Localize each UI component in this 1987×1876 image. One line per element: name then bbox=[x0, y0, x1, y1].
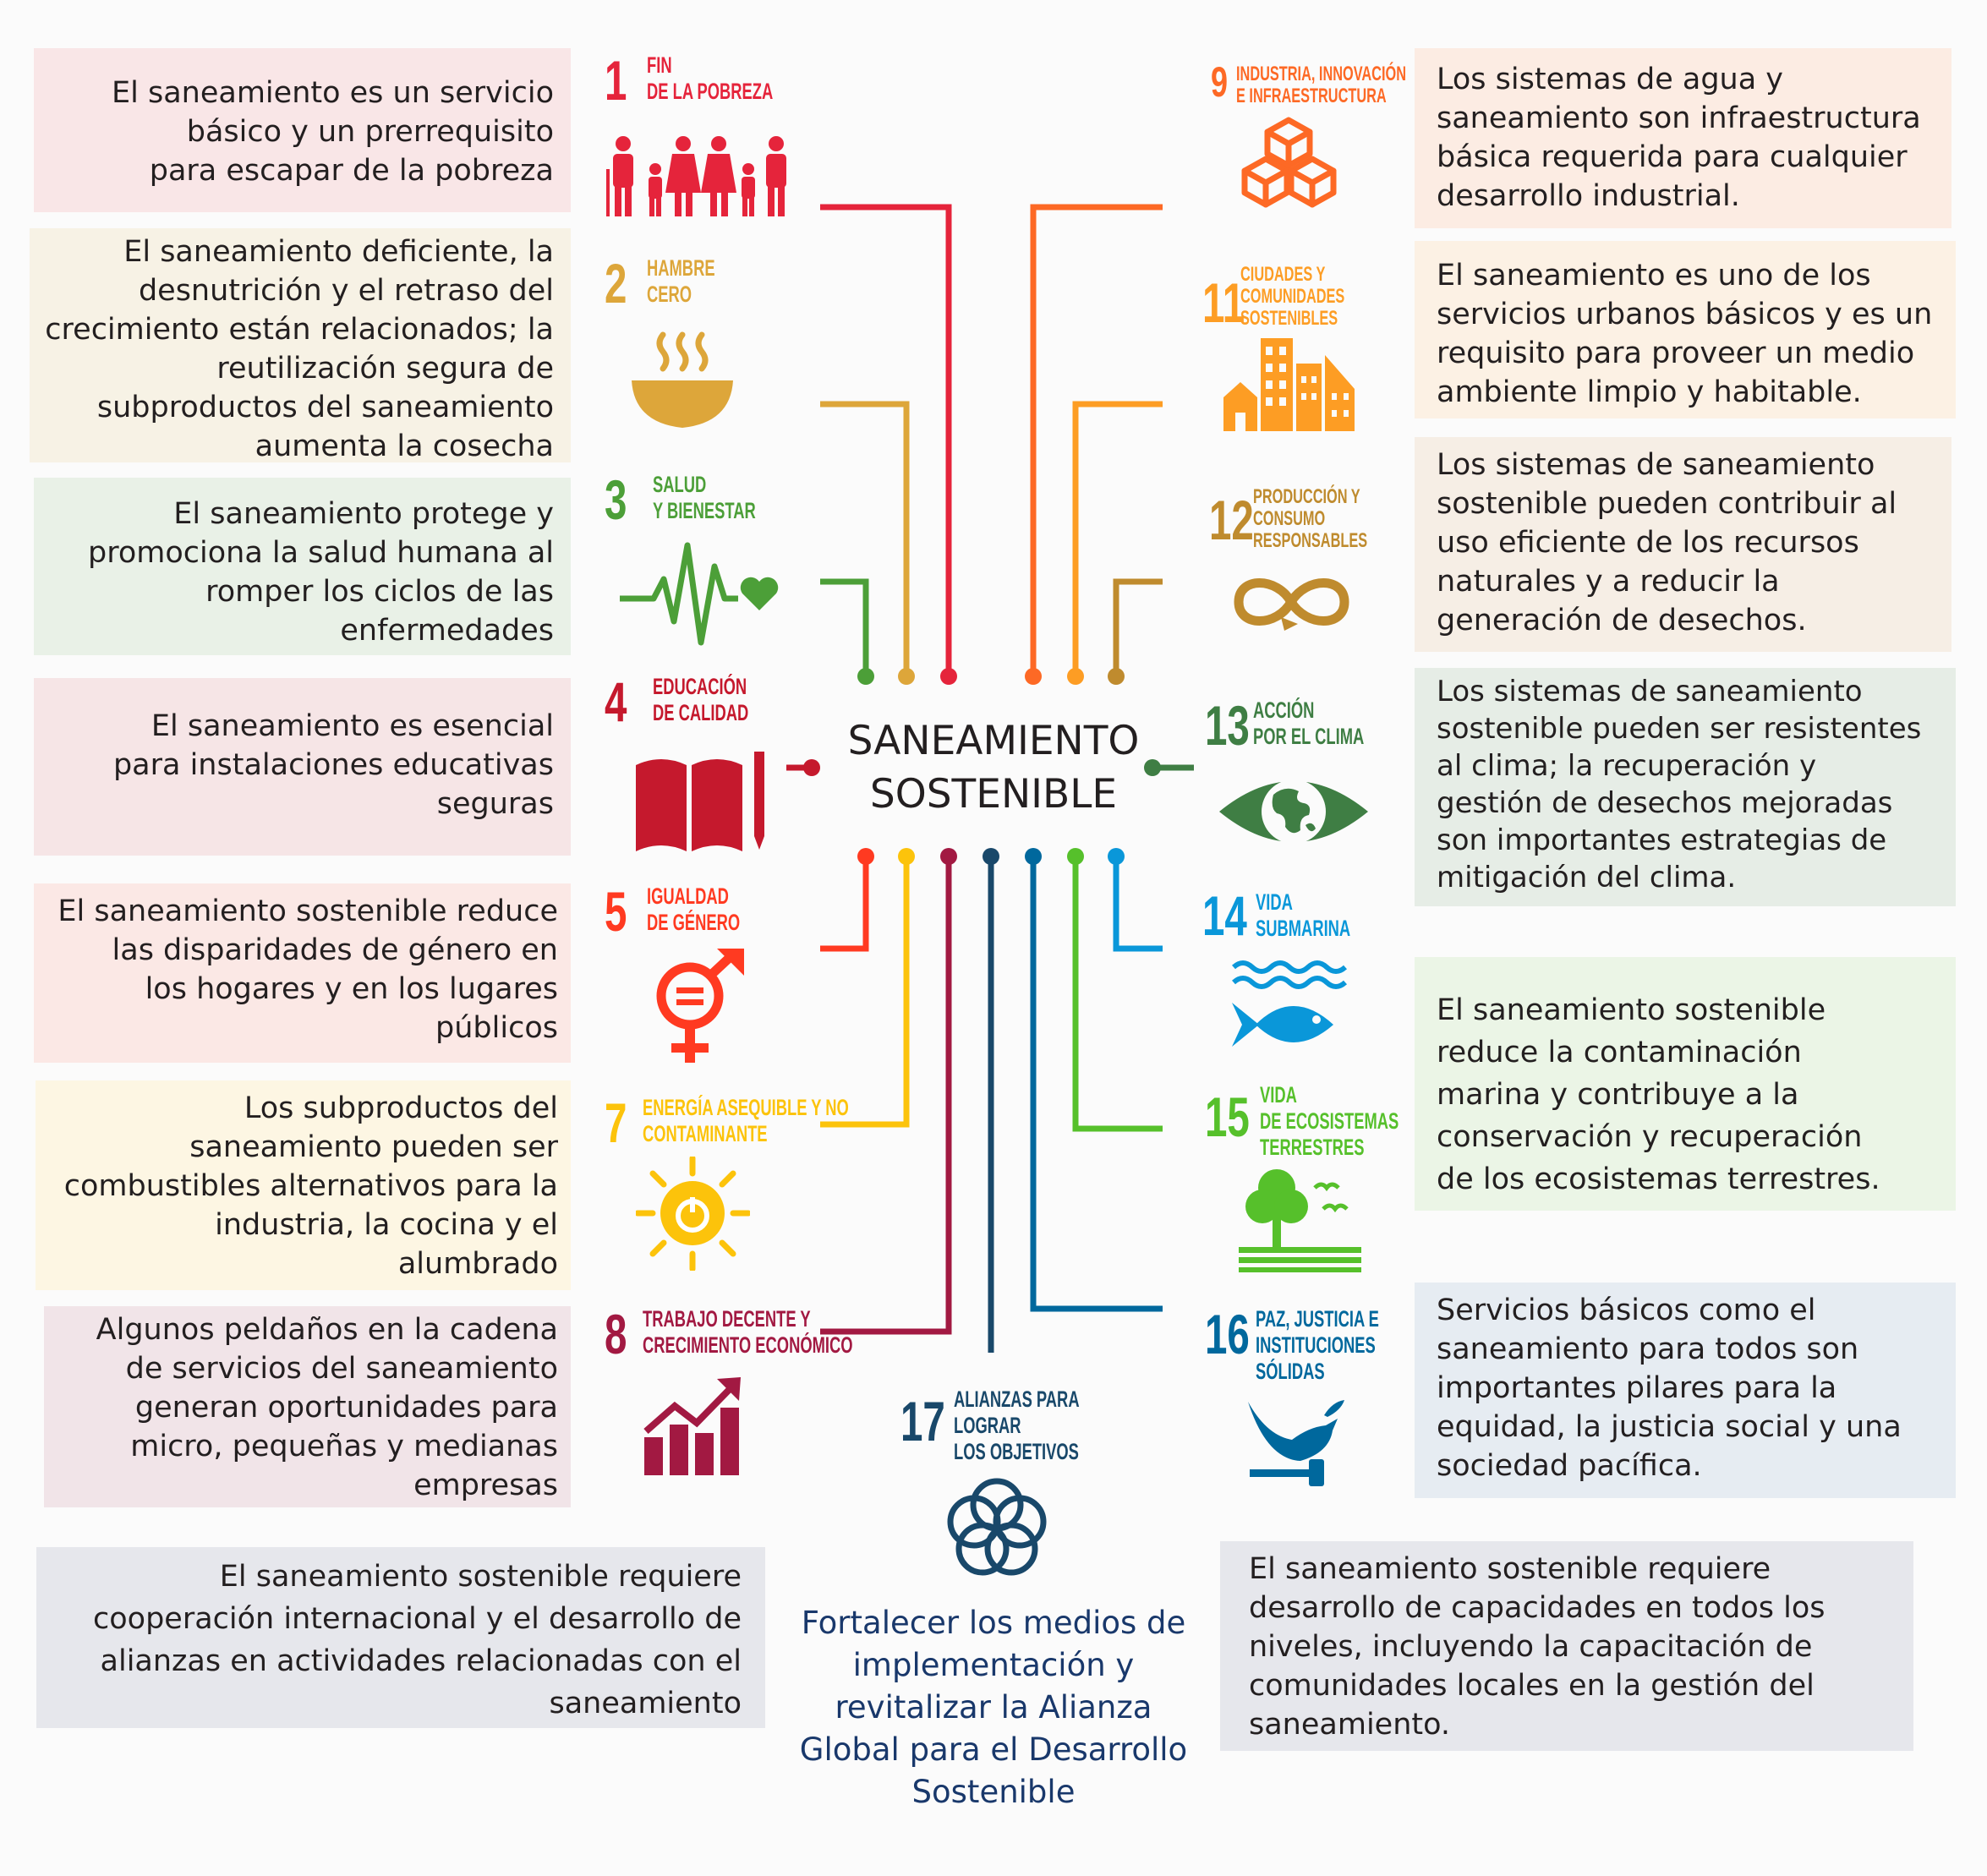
goal-13-description: Los sistemas de saneamiento sostenible pueden ser resistentes al clima; la recuperación y gestión de desechos mejoradas son importantes estrategias de mitigación del clima. bbox=[1415, 668, 1956, 906]
goal-7-number: 7 bbox=[605, 1091, 627, 1154]
goal-3-number: 3 bbox=[605, 468, 627, 531]
goal-8-description: Algunos peldaños en la cadena de servicios del saneamiento generan oportunidades para micro, pequeñas y medianas empresas bbox=[44, 1306, 571, 1507]
goal-1-label: FIN DE LA POBREZA bbox=[647, 52, 774, 104]
city-buildings-icon bbox=[1223, 338, 1355, 431]
goal-1-number: 1 bbox=[605, 49, 627, 112]
fish-waves-icon bbox=[1232, 955, 1350, 1057]
goal-9-description: Los sistemas de agua y saneamiento son infraestructura básica requerida para cualquier desarrollo industrial. bbox=[1415, 48, 1951, 228]
goal-11-number: 11 bbox=[1202, 271, 1245, 334]
goal-2-description: El saneamiento deficiente, la desnutrición y el retraso del crecimiento están relacionados; la reutilización segura de subproductos del saneamiento aumenta la cosecha bbox=[30, 228, 571, 462]
goal-7-description: Los subproductos del saneamiento pueden ser combustibles alternativos para la industria, la cocina y el alumbrado bbox=[36, 1080, 571, 1290]
dove-gavel-icon bbox=[1241, 1393, 1355, 1486]
goal-12-description: Los sistemas de saneamiento sostenible pueden contribuir al uso eficiente de los recursos naturales y a reducir la generación de desechos. bbox=[1415, 437, 1951, 652]
growth-chart-icon bbox=[643, 1374, 744, 1475]
goal-14-number: 14 bbox=[1202, 884, 1247, 947]
bottom-left-description: El saneamiento sostenible requiere cooperación internacional y el desarrollo de alianzas en actividades relacionadas con el saneamiento bbox=[36, 1547, 765, 1728]
goal-2-label: HAMBRE CERO bbox=[647, 255, 715, 307]
goal-15-label: VIDA DE ECOSISTEMAS TERRESTRES bbox=[1260, 1082, 1399, 1160]
goal-14-label: VIDA SUBMARINA bbox=[1256, 889, 1351, 941]
goal-3-label: SALUD Y BIENESTAR bbox=[653, 472, 756, 523]
goal-12-number: 12 bbox=[1209, 489, 1254, 551]
goal-5-label: IGUALDAD DE GÉNERO bbox=[647, 883, 741, 935]
cubes-icon bbox=[1240, 117, 1338, 210]
goal-16-number: 16 bbox=[1205, 1303, 1250, 1365]
goal-16-description: Servicios básicos como el saneamiento para todos son importantes pilares para la equidad, la justicia social y una sociedad pacífica. bbox=[1415, 1283, 1956, 1498]
goal-12-label: PRODUCCIÓN Y CONSUMO RESPONSABLES bbox=[1253, 485, 1368, 552]
goal-11-label: CIUDADES Y COMUNIDADES SOSTENIBLES bbox=[1240, 263, 1345, 330]
goal-4-label: EDUCACIÓN DE CALIDAD bbox=[653, 674, 749, 725]
goal-13-number: 13 bbox=[1205, 694, 1250, 757]
gender-equality-icon bbox=[649, 949, 747, 1067]
tree-birds-icon bbox=[1239, 1162, 1361, 1272]
goal-8-number: 8 bbox=[605, 1303, 627, 1365]
goal-3-description: El saneamiento protege y promociona la salud humana al romper los ciclos de las enfermedades bbox=[34, 478, 571, 655]
goal-16-label: PAZ, JUSTICIA E INSTITUCIONES SÓLIDAS bbox=[1256, 1306, 1379, 1384]
earth-eye-icon bbox=[1218, 769, 1370, 854]
goal-4-number: 4 bbox=[605, 670, 627, 733]
goal-17-label: ALIANZAS PARA LOGRAR LOS OBJETIVOS bbox=[954, 1386, 1080, 1464]
heartbeat-icon bbox=[620, 533, 789, 647]
sun-power-icon bbox=[636, 1157, 750, 1271]
goal-8-label: TRABAJO DECENTE Y CRECIMIENTO ECONÓMICO bbox=[643, 1306, 853, 1358]
goal-17-description: Fortalecer los medios de implementación y revitalizar la Alianza Global para el Desarrollo Sostenible bbox=[799, 1605, 1188, 1810]
goal-5-number: 5 bbox=[605, 880, 627, 943]
goal-15-description: El saneamiento sostenible reduce la contaminación marina y contribuye a la conservación y recuperación de los ecosistemas terrestres. bbox=[1415, 957, 1956, 1211]
goal-11-description: El saneamiento es uno de los servicios urbanos básicos y es un requisito para proveer un medio ambiente limpio y habitable. bbox=[1415, 241, 1956, 418]
people-icon bbox=[605, 135, 791, 220]
goal-15-number: 15 bbox=[1205, 1086, 1250, 1148]
goal-17-number: 17 bbox=[900, 1390, 945, 1452]
goal-5-description: El saneamiento sostenible reduce las disparidades de género en los hogares y en los lugares públicos bbox=[34, 883, 571, 1063]
center-title: SANEAMIENTO SOSTENIBLE bbox=[847, 718, 1140, 818]
goal-9-label: INDUSTRIA, INNOVACIÓN E INFRAESTRUCTURA bbox=[1236, 63, 1406, 107]
goal-13-label: ACCIÓN POR EL CLIMA bbox=[1253, 697, 1365, 749]
bottom-right-description: El saneamiento sostenible requiere desarrollo de capacidades en todos los niveles, incluyendo la capacitación de comunidades locales en la gestión del saneamiento. bbox=[1220, 1541, 1913, 1751]
interlocking-rings-icon bbox=[940, 1471, 1054, 1585]
book-pencil-icon bbox=[636, 748, 771, 854]
goal-7-label: ENERGÍA ASEQUIBLE Y NO CONTAMINANTE bbox=[643, 1095, 849, 1146]
infinity-loop-icon bbox=[1230, 568, 1353, 636]
food-bowl-icon bbox=[627, 328, 737, 438]
goal-4-description: El saneamiento es esencial para instalaciones educativas seguras bbox=[34, 678, 571, 856]
goal-2-number: 2 bbox=[605, 252, 627, 314]
goal-9-number: 9 bbox=[1211, 58, 1229, 106]
goal-1-description: El saneamiento es un servicio básico y un prerrequisito para escapar de la pobreza bbox=[34, 48, 571, 212]
